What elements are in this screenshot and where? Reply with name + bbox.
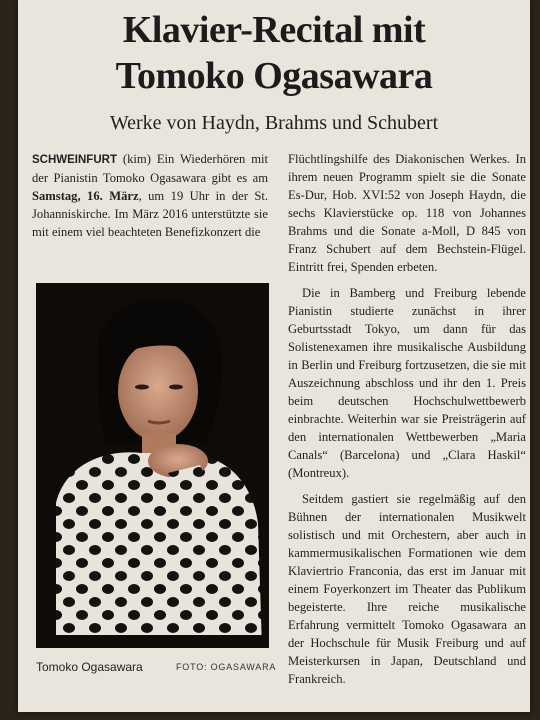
intro-text: Ein Wiederhören <box>156 152 246 166</box>
headline-line-2: Tomoko Ogasawara <box>115 55 433 97</box>
intro-text-7: viel beachteten Benefizkonzert die <box>85 225 261 239</box>
article-paragraph-2: Die in Bamberg und Freiburg lebende Pianistin studierte zunächst in ihrer Geburtsstadt Tokyo, um dann für das Solistenexamen ihre musikalische Ausbildung in Berlin und Freiburg fortzusetzen, die sie mit Auszeichnung abschloss und ihr den 1. Preis beim deutschen Hochschulwettbewerb einbrachte. Weiterhin war sie Preisträgerin auf den internationalen Wettbewerben „Maria Canals“ (Barcelona) und „Clara Haskil“ (Montreux). <box>288 286 526 480</box>
article-column-2 <box>288 150 526 688</box>
article-column-1 <box>32 150 268 241</box>
intro-text-2: mit der Pianistin Tomoko Ogasawara <box>32 152 268 185</box>
article-paragraph-3: Seitdem gastiert sie regelmäßig auf den Bühnen der internationalen Musikwelt solistisch und mit Orchestern, aber auch in kammermusikalischen Formationen wie dem Klaviertrio Franconia, das erst im Januar mit einem Foyerkonzert im Theater das Publikum begeisterte. Ihre reiche musikalische Erfahrung vermittelt Tomoko Ogasawara an der Hochschule für Musik Freiburg und auf Meisterkursen in Japan, Deutschland und Frankreich. <box>288 492 526 686</box>
headline-line-1: Klavier-Recital mit <box>122 9 426 51</box>
photo-caption: Tomoko Ogasawara <box>36 660 143 674</box>
event-date: Samstag, 16. März <box>32 189 139 203</box>
author-tag: (kim) <box>116 152 157 166</box>
intro-text-6: März 2016 unterstützte sie mit einem <box>32 207 268 239</box>
intro-text-3: gibt es am <box>211 171 269 185</box>
photo-credit: FOTO: OGASAWARA <box>176 662 277 672</box>
dateline: SCHWEINFURT <box>32 154 117 166</box>
newspaper-clipping <box>18 0 530 712</box>
subheadline: Werke von Haydn, Brahms und Schubert <box>109 112 439 134</box>
article-paragraph-1-cont: Flüchtlingshilfe des Diakonischen Werkes. In ihrem neuen Programm spielt sie die Sonate Es-Dur, Hob. XVI:52 von Joseph Haydn, die sechs Klavierstücke op. 118 von Johannes Brahms und die Sonate a-Moll, D 845 von Franz Schubert auf dem Bechstein-Flügel. Eintritt frei, Spenden erbeten. <box>288 152 526 274</box>
intro-text-5: 19 Uhr in der St. Johanniskirche. Im <box>32 189 268 221</box>
portrait-illustration <box>36 283 269 648</box>
portrait-photo <box>36 283 269 648</box>
intro-text-4: , um <box>138 189 165 203</box>
article-paragraph-1-start <box>32 150 268 241</box>
